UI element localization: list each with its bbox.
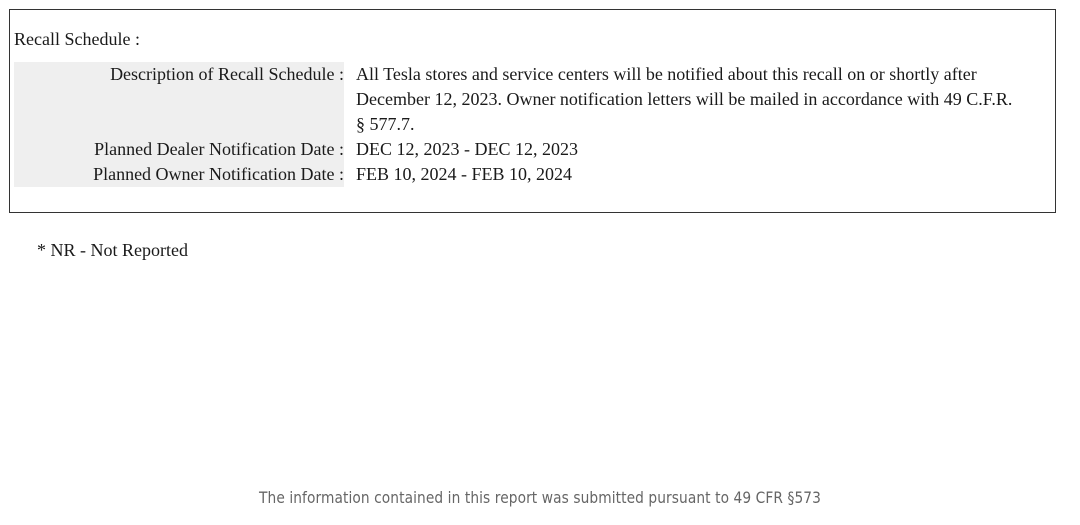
- recall-schedule-table: [14, 62, 1022, 187]
- description-text: All Tesla stores and service centers will be notified about this recall on or shortly after December 12, 2023. Owner notification letters will be mailed in accordance with 49 C.F.R. § 577.7.: [356, 64, 1013, 134]
- table-row: [14, 62, 1022, 137]
- regulation-footer: The information contained in this report was submitted pursuant to 49 CFR §573: [259, 488, 821, 507]
- description-label: Description of Recall Schedule :: [14, 62, 344, 137]
- recall-schedule-title: Recall Schedule :: [14, 29, 140, 49]
- table-row: [14, 137, 1022, 162]
- owner-notification-label: Planned Owner Notification Date :: [14, 162, 344, 187]
- owner-notification-value: FEB 10, 2024 - FEB 10, 2024: [356, 164, 573, 184]
- description-value: [344, 62, 1022, 137]
- not-reported-footnote: * NR - Not Reported: [37, 240, 188, 260]
- table-row: [14, 162, 1022, 187]
- dealer-notification-value: DEC 12, 2023 - DEC 12, 2023: [356, 139, 578, 159]
- dealer-notification-label: Planned Dealer Notification Date :: [14, 137, 344, 162]
